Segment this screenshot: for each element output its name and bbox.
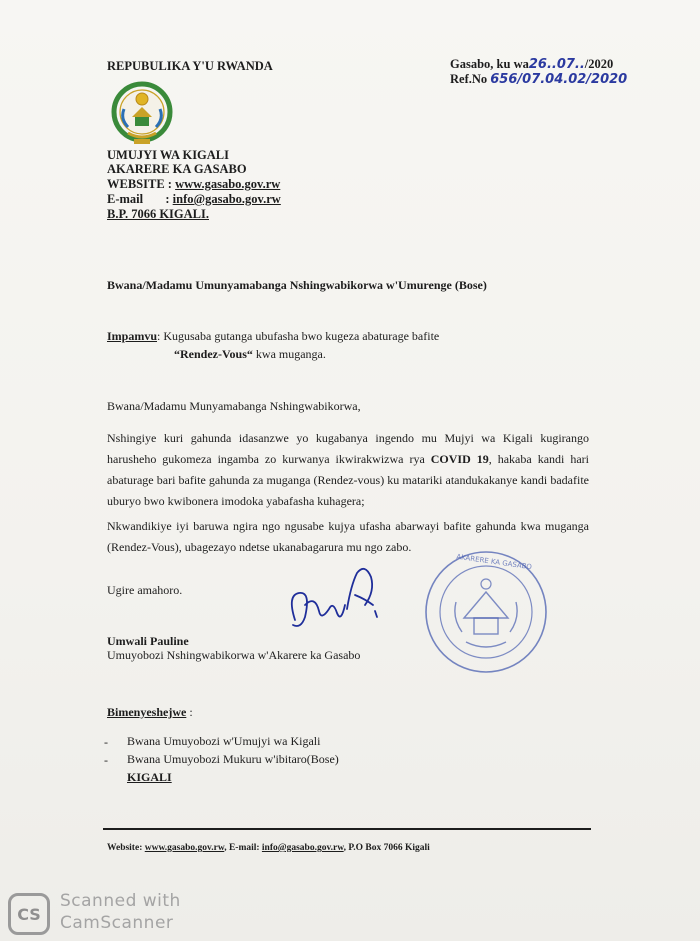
website-line bbox=[107, 177, 280, 191]
signer-title: Umuyobozi Nshingwabikorwa w'Akarere ka Gasabo bbox=[107, 648, 361, 662]
paragraph-1-end: , hakaba kandi hari abaturage bari bafite gahunda za muganga (Rendez-vous) ku matariki atandukakanye kandi badafite uburyo bwo kwibonera imodoka yabafasha kuhagera; bbox=[107, 452, 589, 508]
subject-rest: kwa muganga. bbox=[252, 347, 326, 361]
footer-divider bbox=[103, 828, 591, 830]
email-link[interactable]: info@gasabo.gov.rw bbox=[172, 192, 281, 206]
ref-handwritten: 656/07.04.02/2020 bbox=[490, 72, 628, 87]
camscanner-logo-icon: CS bbox=[8, 893, 50, 935]
body-paragraph-1 bbox=[107, 428, 589, 512]
footer-website-label: Website: bbox=[107, 843, 145, 853]
watermark-line-2: CamScanner bbox=[60, 913, 174, 933]
subject-rendez-vous: “Rendez-Vous“ bbox=[174, 347, 253, 361]
paragraph-1-start: Nshingiye kuri gahunda idasanzwe yo kugabanya ingendo mu Mujyi wa Kigali kugirango harusheho gukomeza ingamba zo kurwanya ikwirakwizwa rya bbox=[107, 431, 589, 466]
addressee: Bwana/Madamu Umunyamabanga Nshingwabikorwa w'Umurenge (Bose) bbox=[107, 278, 487, 292]
email-line bbox=[107, 192, 281, 206]
list-bullet: - bbox=[104, 735, 108, 749]
ref-label: Ref.No bbox=[450, 72, 488, 86]
official-stamp-seal bbox=[422, 548, 550, 676]
po-box: B.P. 7066 KIGALI. bbox=[107, 207, 209, 221]
subject-text: : Kugusaba gutanga ubufasha bwo kugeza abaturage bafite bbox=[157, 329, 440, 343]
date-handwritten: 26..07.. bbox=[528, 57, 585, 72]
cc-item-2: Bwana Umuyobozi Mukuru w'ibitaro(Bose) bbox=[127, 752, 339, 766]
closing: Ugire amahoro. bbox=[107, 583, 183, 597]
reference-line bbox=[450, 72, 627, 87]
handwritten-signature bbox=[285, 565, 385, 645]
cc-colon: : bbox=[186, 705, 193, 719]
email-label: E-mail bbox=[107, 192, 144, 206]
subject-label: Impamvu bbox=[107, 329, 158, 343]
footer-email-label: , E-mail: bbox=[224, 843, 262, 853]
email-separator: : bbox=[165, 192, 170, 206]
footer-website-link[interactable]: www.gasabo.gov.rw bbox=[144, 843, 225, 853]
covid-term: COVID 19 bbox=[430, 452, 489, 466]
subject-line-2 bbox=[174, 344, 326, 365]
salutation: Bwana/Madamu Munyamabanga Nshingwabikorwa, bbox=[107, 399, 361, 413]
stamp-text: AKARERE KA GASABO bbox=[455, 552, 533, 572]
dateline bbox=[450, 57, 613, 72]
website-link[interactable]: www.gasabo.gov.rw bbox=[175, 177, 281, 191]
cc-label: Bimenyeshejwe bbox=[107, 705, 187, 719]
footer-email-link[interactable]: info@gasabo.gov.rw bbox=[261, 843, 344, 853]
rwanda-coat-of-arms-icon bbox=[104, 79, 180, 149]
date-place: Gasabo, ku wa bbox=[450, 57, 529, 71]
footer-contact bbox=[107, 843, 430, 853]
watermark-line-1: Scanned with bbox=[60, 891, 181, 911]
cc-item-1: Bwana Umuyobozi w'Umujyi wa Kigali bbox=[127, 734, 321, 748]
cc-heading bbox=[107, 705, 193, 720]
website-label: WEBSITE : bbox=[107, 177, 172, 191]
district-heading: AKARERE KA GASABO bbox=[107, 162, 247, 176]
list-bullet: - bbox=[104, 753, 108, 767]
date-year: /2020 bbox=[584, 57, 614, 71]
city-heading: UMUJYI WA KIGALI bbox=[107, 148, 230, 162]
signer-name: Umwali Pauline bbox=[107, 634, 189, 648]
body-paragraph-2: Nkwandikiye iyi baruwa ngira ngo ngusabe kujya ufasha abarwayi bafite gahunda kwa muganga (Rendez-Vous), ubagezayo ndetse ukanabagarura mu ngo zabo. bbox=[107, 519, 589, 554]
republic-heading: REPUBULIKA Y'U RWANDA bbox=[107, 59, 273, 73]
cc-location: KIGALI bbox=[127, 770, 172, 784]
footer-box: , P.O Box 7066 Kigali bbox=[343, 843, 430, 853]
